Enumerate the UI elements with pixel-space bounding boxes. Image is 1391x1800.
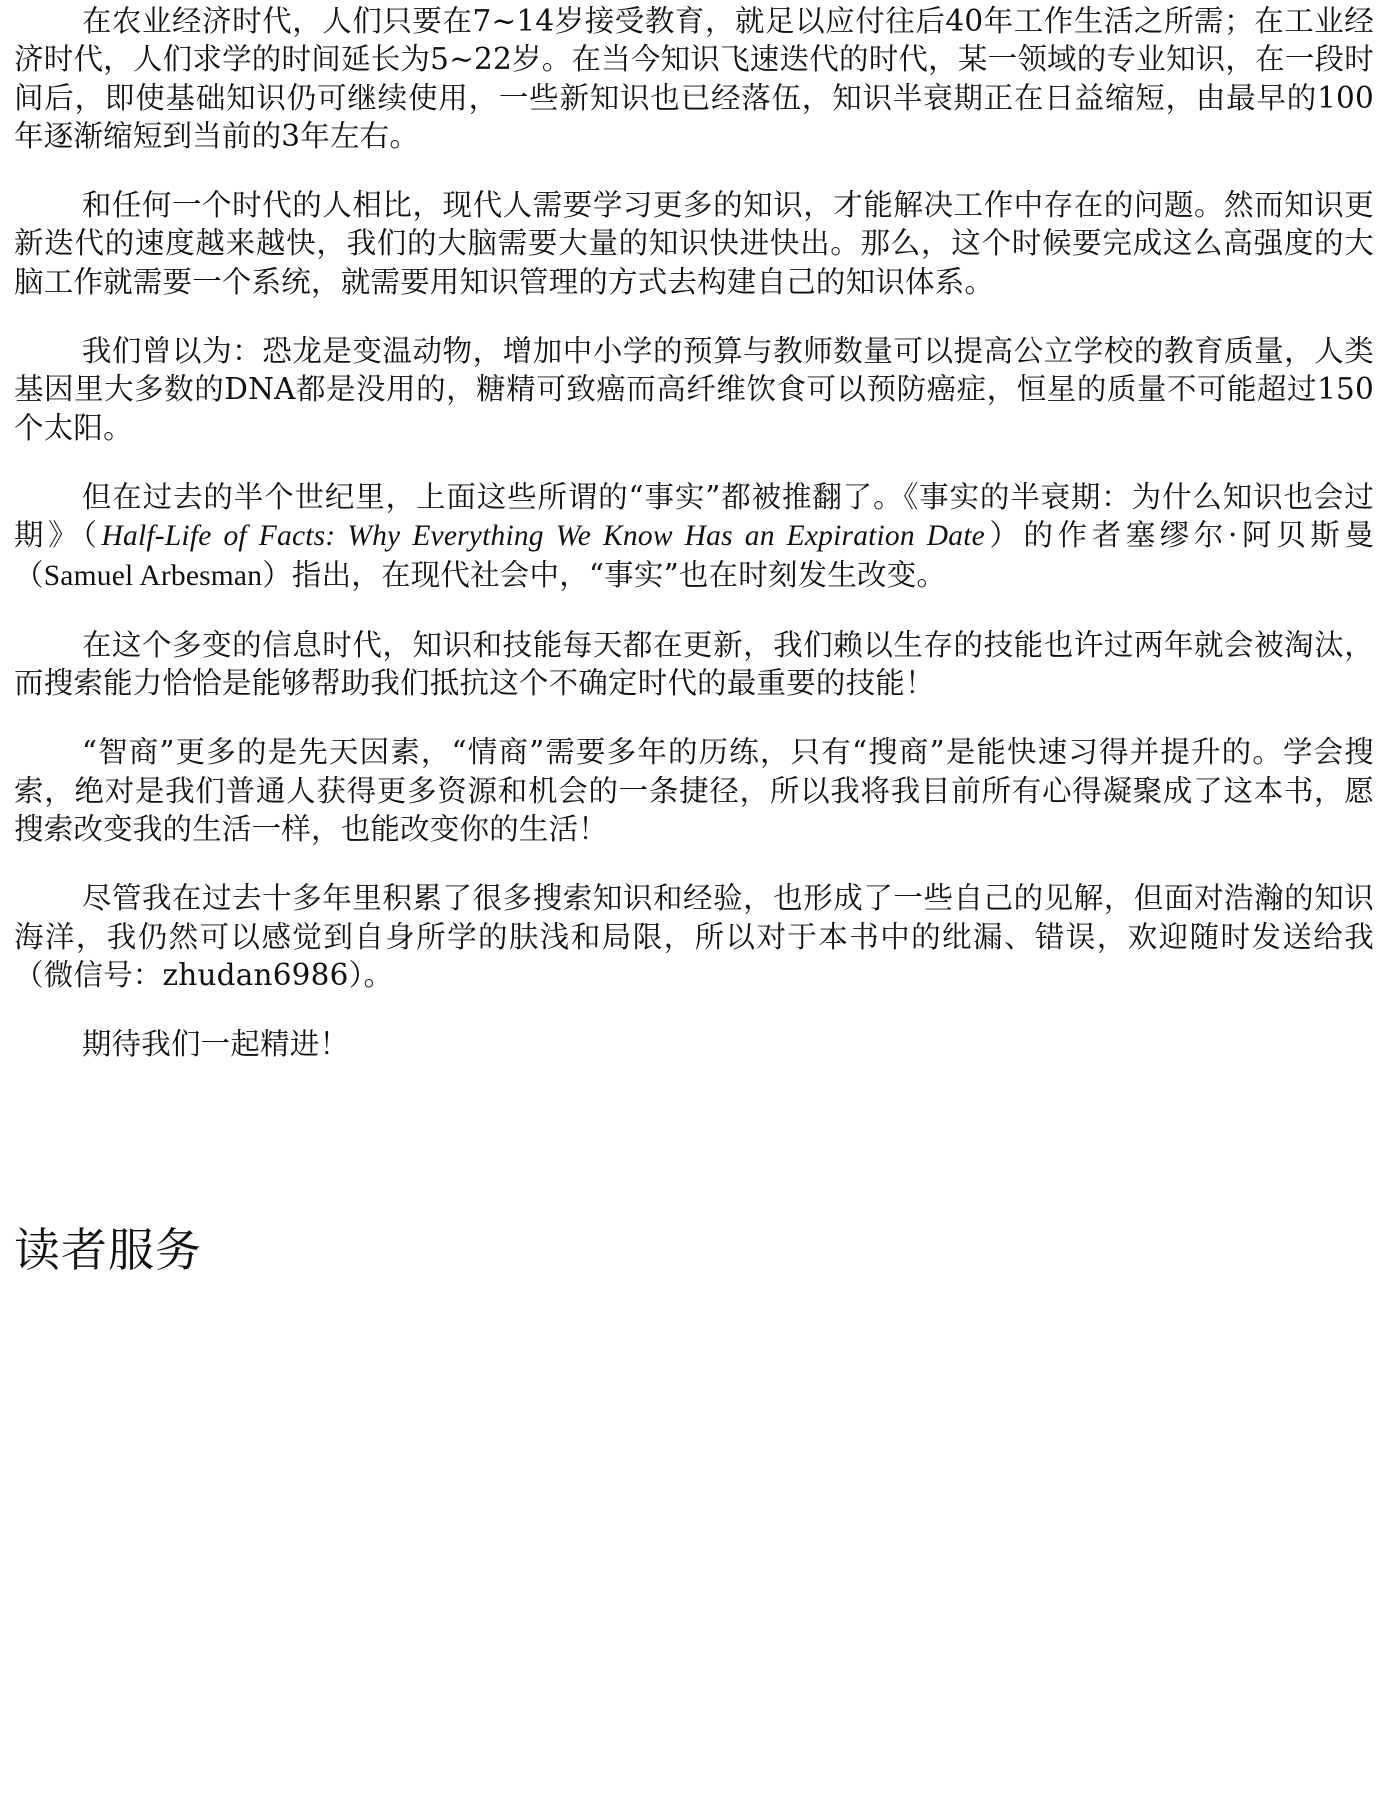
paragraph-knowledge-half-life: 在农业经济时代，人们只要在7~14岁接受教育，就足以应付往后40年工作生活之所需；在工业经济时代，人们求学的时间延长为5~22岁。在当今知识飞速迭代的时代，某一领域的专业知识，在一段时间后，即使基础知识仍可继续使用，一些新知识也已经落伍，知识半衰期正在日益缩短，由最早的100年逐渐缩短到当前的3年左右。: [14, 4, 1374, 153]
paragraph-former-beliefs: 我们曾以为：恐龙是变温动物，增加中小学的预算与教师数量可以提高公立学校的教育质量，人类基因里大多数的DNA都是没用的，糖精可致癌而高纤维饮食可以预防癌症，恒星的质量不可能超过150个太阳。: [14, 334, 1374, 445]
paragraph-knowledge-management: 和任何一个时代的人相比，现代人需要学习更多的知识，才能解决工作中存在的问题。然而知识更新迭代的速度越来越快，我们的大脑需要大量的知识快进快出。那么，这个时候要完成这么高强度的大脑工作就需要一个系统，就需要用知识管理的方式去构建自己的知识体系。: [14, 188, 1374, 299]
paragraph-search-ability: 在这个多变的信息时代，知识和技能每天都在更新，我们赖以生存的技能也许过两年就会被淘汰，而搜索能力恰恰是能够帮助我们抵抗这个不确定时代的最重要的技能！: [14, 627, 1374, 701]
paragraph-facts-text-before: 但在过去的半个世纪里，上面这些所谓的“事实”都被推翻了。《事实的半衰期：为什么知识也会过期》（: [14, 479, 1374, 553]
paragraph-search-quotient: “智商”更多的是先天因素，“情商”需要多年的历练，只有“搜商”是能快速习得并提升的。学会搜索，绝对是我们普通人获得更多资源和机会的一条捷径，所以我将我目前所有心得凝聚成了这本书，愿搜索改变我的生活一样，也能改变你的生活！: [14, 735, 1374, 847]
paragraph-facts-text-middle: ）的作者塞缪尔·阿贝斯曼（: [14, 518, 1374, 592]
paragraph-feedback-request: 尽管我在过去十多年里积累了很多搜索知识和经验，也形成了一些自己的见解，但面对浩瀚的知识海洋，我仍然可以感觉到自身所学的肤浅和局限，所以对于本书中的纰漏、错误，欢迎随时发送给我（微信号：zhudan6986）。: [14, 881, 1374, 992]
paragraph-closing: 期待我们一起精进！: [81, 1027, 350, 1062]
author-name-english: Samuel Arbesman: [43, 559, 263, 592]
section-heading-reader-service: 读者服务: [14, 1223, 202, 1277]
document-body: [14, 2, 1374, 1095]
book-title-english: Half-Life of Facts: Why Everything We Know Has an Expiration Date: [101, 520, 985, 553]
paragraph-facts-overturned: [14, 478, 1374, 595]
paragraph-facts-text-after: ）指出，在现代社会中，“事实”也在时刻发生改变。: [262, 557, 947, 592]
